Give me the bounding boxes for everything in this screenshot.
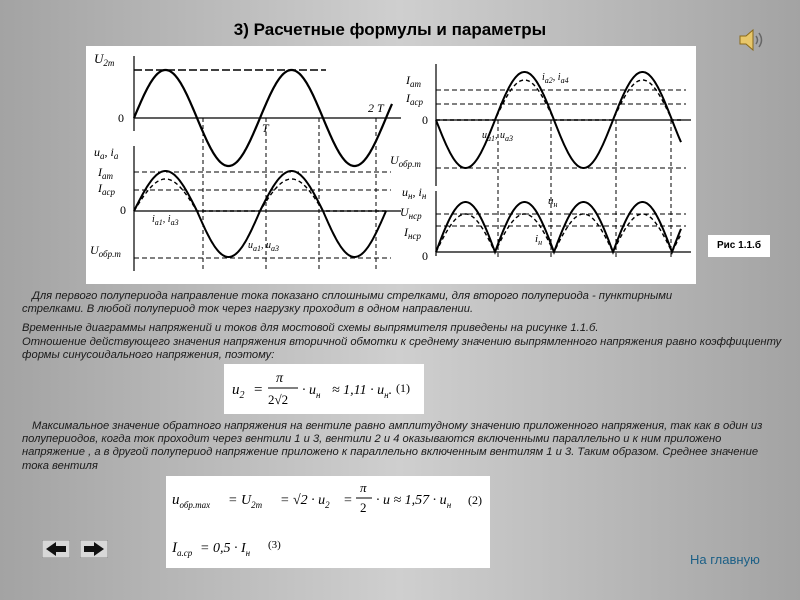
2t-label: 2 T: [368, 101, 384, 115]
zero-label: 0: [422, 113, 428, 127]
speaker-icon[interactable]: [738, 28, 766, 52]
f2-den: 2: [360, 500, 367, 515]
ia13-label: $i_{a1}$, $i_{a3}$: [152, 214, 179, 227]
f2-pi: π: [360, 480, 367, 495]
arrow-left-icon[interactable]: [42, 540, 70, 558]
figure-caption: Рис 1.1.б: [708, 235, 770, 257]
iam-label: $I_{am}$: [406, 73, 421, 89]
ua13-label: $u_{a1}$, $u_{a3}$: [482, 130, 513, 143]
paragraph-diagrams: Временные диаграммы напряжений и токов для мостовой схемы выпрямителя приведены на рисунке 1.1.б.: [22, 322, 599, 334]
ia24-wave: [436, 80, 681, 120]
ia24-label: $i_{a2}$, $i_{a4}$: [542, 72, 569, 85]
f1-dot: · $u_н$: [302, 383, 321, 400]
left-period-markers: [203, 118, 376, 271]
right-period-markers: [498, 120, 671, 258]
f1-den: 2√2: [268, 392, 289, 407]
f3-rhs: = $0,5 \cdot I_н$: [200, 541, 251, 558]
ua-ia-label: $u_a$, $i_a$: [94, 145, 119, 161]
f1-approx: ≈ $1,11 \cdot u_н$.: [332, 383, 393, 400]
zero-label: 0: [118, 111, 124, 125]
left-top-plot: [94, 51, 401, 166]
arrow-right-icon[interactable]: [80, 540, 108, 558]
ucp-label: $U_{нср}$: [400, 205, 422, 221]
waveform-figure: [86, 46, 696, 284]
paragraph-reverse-voltage: Максимальное значение обратного напряжения на вентиле равно амплитудному значению приложенного напряжения, так как в один из полупериодов, когда ток проходит через вентили 1 и 3, вентили 2 и 4 оказываются включенными параллельно и к ним приложено напряжение , а в другой полупериод напряжение приложено к параллельно включенным вентилям 1 и 3. Таким образом. Среднее значение тока вентиля: [22, 420, 763, 472]
f2-lhs: $u_{обр.max}$: [172, 492, 211, 510]
iam-label: $I_{am}$: [98, 165, 113, 181]
f2-eq3: =: [344, 493, 352, 508]
uobr-label: $U_{обр.m}$: [90, 243, 121, 259]
t-label: T: [262, 121, 269, 135]
un-in-label: $u_н$, $i_н$: [402, 185, 427, 201]
f1-eq: =: [254, 382, 263, 398]
zero-label: 0: [422, 249, 428, 263]
paragraph-form-factor: Отношение действующего значения напряжения вторичной обмотки к среднему значению выпрямленного напряжения равно коэффициенту формы синусоидального напряжения, поэтому:: [22, 336, 782, 362]
f2-number: (2): [468, 493, 482, 507]
iacp-label: $I_{acp}$: [406, 91, 423, 107]
home-link[interactable]: На главную: [690, 552, 760, 567]
in-label: $i_н$: [535, 233, 543, 247]
f3-lhs: $I_{a.cp}$: [172, 540, 193, 558]
right-top-plot: [390, 64, 691, 186]
f1-number: (1): [396, 381, 410, 395]
f3-number: (3): [268, 539, 281, 551]
ua13-label: $u_{a1}$, $u_{a3}$: [248, 240, 279, 253]
un-label: $u_н$: [548, 195, 558, 209]
uobr-label: $U_{обр.m}$: [390, 153, 421, 169]
paragraph-direction: Для первого полупериода направление тока показано сплошными стрелками, для второго полупериода - пунктирными стрелками. В любой полупериод ток через нагрузку проходит в одном направлении.: [22, 290, 673, 316]
f1-pi: π: [276, 371, 284, 386]
f1-lhs: $u_2$: [232, 382, 245, 401]
f2-eq2: = $√2 \cdot u_2$: [280, 493, 330, 510]
formula-2-3: [166, 476, 490, 568]
right-bottom-plot: [400, 185, 691, 263]
f2-eq1: = $U_{2m}$: [228, 493, 263, 510]
in-wave: [436, 214, 681, 252]
left-bottom-plot: [90, 145, 401, 271]
icp-label: $I_{нср}$: [404, 225, 421, 241]
ia-wave: [134, 179, 386, 211]
iacp-label: $I_{acp}$: [98, 181, 115, 197]
slide-title: 3) Расчетные формулы и параметры: [233, 20, 547, 39]
f2-eq4: · $u \approx 1,57 \cdot u_н$: [376, 493, 452, 510]
formula-1: [224, 364, 424, 414]
u2m-label: $U_{2m}$: [94, 51, 115, 68]
zero-label: 0: [120, 203, 126, 217]
un-wave: [436, 202, 681, 252]
